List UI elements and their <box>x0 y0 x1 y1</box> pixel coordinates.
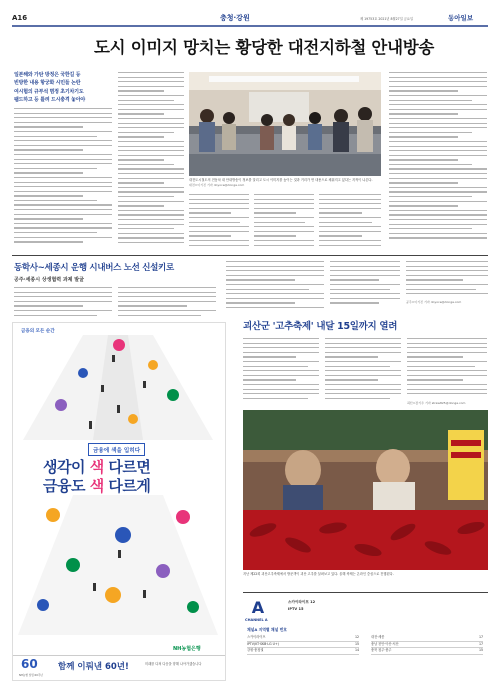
ad-highlight: 색 <box>89 458 104 476</box>
paper-name: 동아일보 <box>448 14 474 22</box>
channel-a-logo-icon: A <box>251 598 265 617</box>
photo-caption: 대전도시철도의 전동차 내 안내방송이 정보를 알리고 도시 이미지를 높이는 것과 거리가 먼 내용으로 채워지고 있다는 지적이 나온다. <box>189 178 373 182</box>
ad-bottom-sub: 미래를 다져 다음을 향해 나아가겠습니다 <box>145 662 202 666</box>
section-title: 충청·강원 <box>220 14 250 22</box>
second-article-body-col4 <box>330 261 400 313</box>
row-name: 스카이라이프 <box>247 635 266 639</box>
ad-text: 다르게 <box>103 477 151 495</box>
top-subhead <box>14 71 114 104</box>
chili-photo-caption: 지난 제22회 괴산고추축제에서 방문객이 괴산 고추를 살펴보고 있다. 올해 축제는 온라인 중심으로 진행된다. <box>243 572 394 576</box>
top-article-body-col3 <box>189 194 249 252</box>
tv-label-iptv: IPTV 15 <box>288 607 304 611</box>
ad-illustration-lower <box>13 495 225 635</box>
ad-highlight: 색 <box>89 477 104 495</box>
second-headline: 동학사~세종시 운행 시내버스 노선 신설키로 <box>14 263 174 273</box>
ad-bottom-rule <box>13 655 225 656</box>
anniversary-number: 60 <box>21 657 38 671</box>
anniversary-label: NH농협 창립 60주년 <box>19 674 43 677</box>
subhead-line: 일본해와 가탄 방정은 국한길 등 <box>14 72 81 78</box>
row-num: 15 <box>354 641 359 646</box>
ad-main-line1 <box>43 456 150 477</box>
top-article-body-col1 <box>14 108 112 248</box>
second-article-body-col5 <box>406 261 488 297</box>
second-article-byline: 공주=이기진 기자 doyoce@donga.com <box>406 300 462 304</box>
channel-a-box <box>243 592 488 683</box>
table-row <box>247 648 359 655</box>
third-article-body-col2 <box>325 338 401 406</box>
header-rule <box>12 25 488 27</box>
row-num: 15 <box>478 648 483 653</box>
table-row <box>247 642 359 649</box>
row-num: 14 <box>354 648 359 653</box>
second-article-body-col3 <box>226 261 324 313</box>
subhead-line: 팸드하고 등 틀려 드시충격 놓아야 <box>14 96 85 103</box>
third-article-body-col3 <box>407 338 487 400</box>
table-row <box>247 635 359 642</box>
channel-section-title: 채널A 지역별 채널 번호 <box>247 627 287 632</box>
ad-text: 금융도 <box>43 477 90 495</box>
ad-text: 생각이 <box>43 458 90 476</box>
chili-festival-photo <box>243 410 488 570</box>
channel-table-right <box>371 635 483 655</box>
top-article-body-col5 <box>319 194 381 252</box>
ad-text: 다르면 <box>103 458 151 476</box>
row-num: 17 <box>478 635 483 639</box>
top-article-body-col6 <box>389 72 487 242</box>
row-name: 충남 천안·아산·서산 <box>371 641 399 646</box>
subway-photo <box>189 72 381 176</box>
row-name: 강원·충청권 <box>247 648 264 653</box>
second-article-body-col2 <box>118 287 216 318</box>
channel-table-left <box>247 635 359 655</box>
top-article-body-col4 <box>254 194 314 252</box>
ad-question: 금융의 모든 순간 <box>21 329 55 334</box>
row-num: 17 <box>478 641 483 646</box>
row-name: 대전·세종 <box>371 635 385 639</box>
tv-label-sky: 스카이라이프 12 <box>288 600 316 604</box>
third-article-body-col1 <box>243 338 319 406</box>
ad-main-line2 <box>43 475 150 496</box>
subhead-line: 여시혐의 규부석 몀정 초기차기도 <box>14 88 84 95</box>
issue-info: 제 19753호 2021년 8월27일 금요일 <box>360 17 414 21</box>
channel-a-logo: CHANNEL A <box>245 618 268 622</box>
ad-illustration <box>13 335 225 440</box>
third-article-byline: 괴산=장기우 기자 straw825@donga.com <box>407 401 466 405</box>
top-article-body-col2 <box>118 72 184 248</box>
table-row <box>371 635 483 642</box>
table-row <box>371 648 483 655</box>
second-subhead: 공주·세종시 상생협력 과제 발굴 <box>14 277 84 283</box>
second-article-body-col1 <box>14 287 112 318</box>
divider <box>12 255 488 256</box>
ad-bottom-main: 함께 이뤄낸 60년! <box>58 662 129 672</box>
ad-slogan: 금융에 색을 입히다 <box>88 443 145 456</box>
row-num: 12 <box>354 635 359 639</box>
subhead-line: 빈방한 내용 항궁화 시민들 논란 <box>14 80 81 87</box>
top-headline: 도시 이미지 망치는 황당한 대전지하철 안내방송 <box>93 38 434 57</box>
top-article-photo-byline: 대전=이기진 기자 doyoce@donga.com <box>189 183 245 187</box>
page-number: A16 <box>12 14 28 22</box>
row-name: 충북 청주·충주 <box>371 648 392 653</box>
nh-bank-advertisement <box>12 322 226 681</box>
row-name: IPTV(KT·SKB·LG U+) <box>247 641 279 646</box>
third-headline: 괴산군 '고추축제' 내달 15일까지 열려 <box>243 321 398 332</box>
nh-bank-logo: NH농협은행 <box>173 646 201 652</box>
